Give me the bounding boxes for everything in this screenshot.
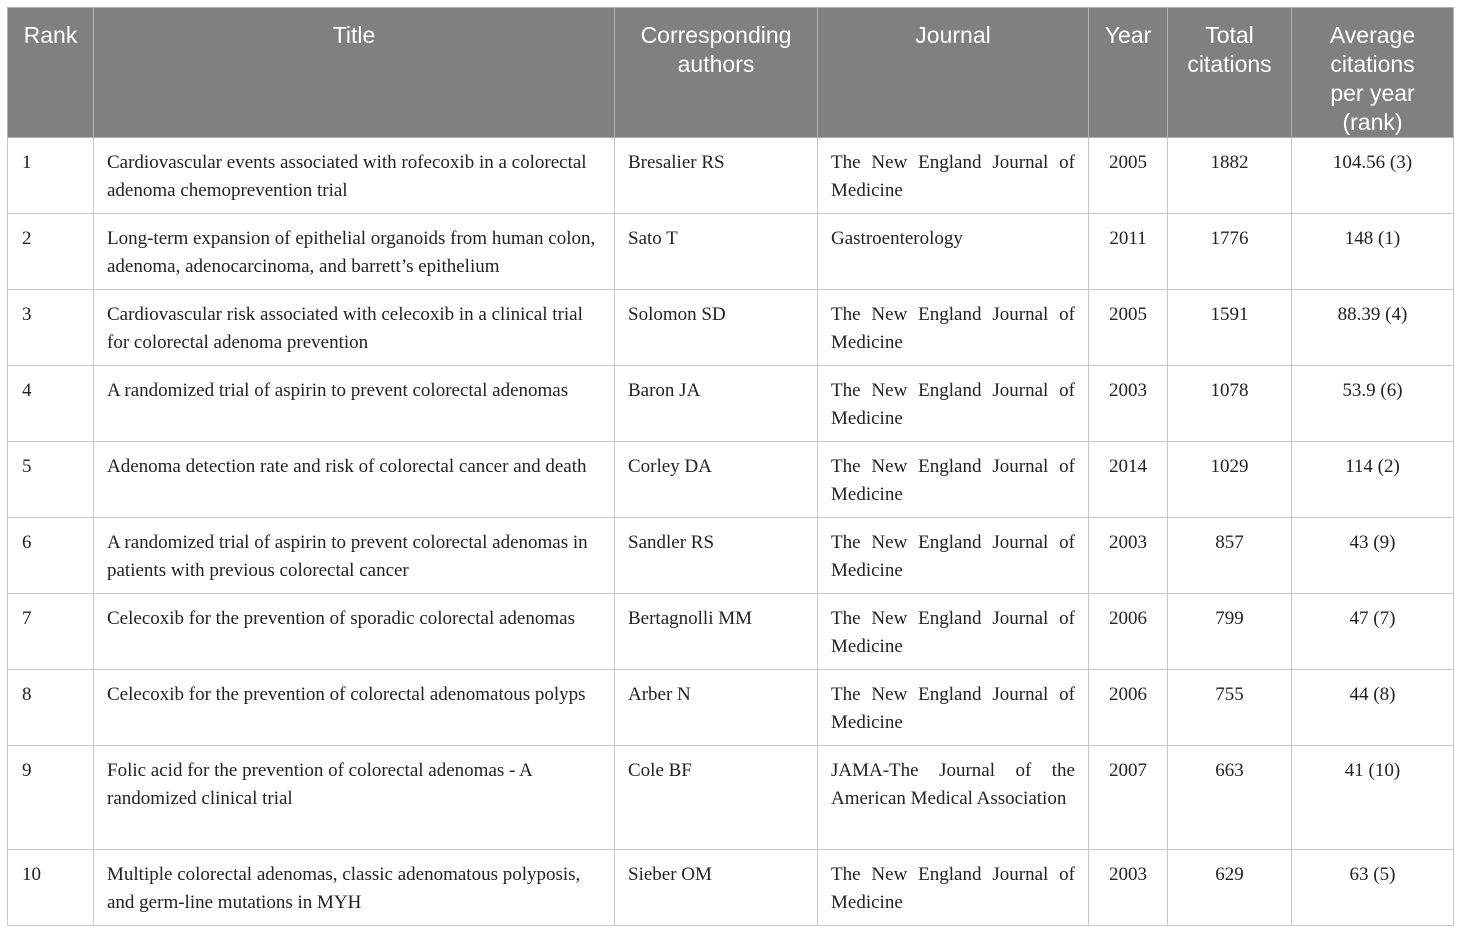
cell-title: Celecoxib for the prevention of colorectal adenomatous polyps (94, 670, 615, 746)
table-row (8, 518, 1454, 594)
cell-author: Arber N (615, 670, 818, 746)
cell-year: 2005 (1089, 290, 1168, 366)
cell-year: 2006 (1089, 670, 1168, 746)
cell-year: 2006 (1089, 594, 1168, 670)
cell-year: 2007 (1089, 746, 1168, 850)
table-row (8, 746, 1454, 850)
table-row (8, 850, 1454, 926)
cell-total-citations: 629 (1168, 850, 1292, 926)
cell-total-citations: 1078 (1168, 366, 1292, 442)
cell-total-citations: 857 (1168, 518, 1292, 594)
cell-title: A randomized trial of aspirin to prevent colorectal adenomas in patients with previous colorectal cancer (94, 518, 615, 594)
cell-title: A randomized trial of aspirin to prevent colorectal adenomas (94, 366, 615, 442)
cell-rank: 8 (8, 670, 94, 746)
cell-journal: The New England Journal of Medicine (818, 366, 1089, 442)
cell-rank: 4 (8, 366, 94, 442)
header-year (1089, 8, 1168, 138)
cell-rank: 10 (8, 850, 94, 926)
table-row (8, 594, 1454, 670)
cell-average-citations: 88.39 (4) (1292, 290, 1454, 366)
cell-average-citations: 43 (9) (1292, 518, 1454, 594)
cell-title: Multiple colorectal adenomas, classic adenomatous polyposis, and germ-line mutations in MYH (94, 850, 615, 926)
cell-total-citations: 1591 (1168, 290, 1292, 366)
header-line: Corresponding (640, 22, 792, 48)
cell-author: Sato T (615, 214, 818, 290)
header-line: (rank) (1342, 109, 1403, 135)
cell-total-citations: 663 (1168, 746, 1292, 850)
cell-average-citations: 114 (2) (1292, 442, 1454, 518)
cell-rank: 1 (8, 138, 94, 214)
cell-year: 2014 (1089, 442, 1168, 518)
header-line: Title (332, 22, 376, 48)
citation-table-container (7, 7, 1453, 926)
cell-author: Corley DA (615, 442, 818, 518)
cell-year: 2003 (1089, 518, 1168, 594)
cell-rank: 2 (8, 214, 94, 290)
cell-author: Sandler RS (615, 518, 818, 594)
cell-total-citations: 1029 (1168, 442, 1292, 518)
header-line: Average (1329, 22, 1416, 48)
cell-average-citations: 63 (5) (1292, 850, 1454, 926)
table-row (8, 366, 1454, 442)
cell-total-citations: 1882 (1168, 138, 1292, 214)
header-average-citations (1292, 8, 1454, 138)
header-title (94, 8, 615, 138)
cell-rank: 5 (8, 442, 94, 518)
top-cited-articles-table (7, 7, 1454, 926)
header-line: Journal (915, 22, 991, 48)
header-line: per year (1330, 80, 1415, 106)
cell-year: 2003 (1089, 366, 1168, 442)
table-body (8, 138, 1454, 926)
header-line: Year (1104, 22, 1152, 48)
cell-average-citations: 53.9 (6) (1292, 366, 1454, 442)
table-row (8, 670, 1454, 746)
cell-journal: The New England Journal of Medicine (818, 670, 1089, 746)
cell-author: Cole BF (615, 746, 818, 850)
header-line: citations (1330, 51, 1415, 77)
cell-total-citations: 1776 (1168, 214, 1292, 290)
cell-journal: JAMA-The Journal of the American Medical Association (818, 746, 1089, 850)
cell-author: Bresalier RS (615, 138, 818, 214)
table-row (8, 442, 1454, 518)
header-journal (818, 8, 1089, 138)
table-header (8, 8, 1454, 138)
cell-journal: The New England Journal of Medicine (818, 290, 1089, 366)
table-row (8, 214, 1454, 290)
header-line: Rank (23, 22, 78, 48)
header-line: Total (1205, 22, 1254, 48)
cell-year: 2011 (1089, 214, 1168, 290)
cell-journal: Gastroenterology (818, 214, 1089, 290)
cell-title: Celecoxib for the prevention of sporadic colorectal adenomas (94, 594, 615, 670)
header-rank (8, 8, 94, 138)
cell-average-citations: 47 (7) (1292, 594, 1454, 670)
cell-year: 2003 (1089, 850, 1168, 926)
cell-journal: The New England Journal of Medicine (818, 518, 1089, 594)
cell-title: Long-term expansion of epithelial organoids from human colon, adenoma, adenocarcinoma, and barrett’s epithelium (94, 214, 615, 290)
cell-total-citations: 755 (1168, 670, 1292, 746)
header-line: authors (677, 51, 755, 77)
cell-author: Baron JA (615, 366, 818, 442)
header-row (8, 8, 1454, 138)
cell-year: 2005 (1089, 138, 1168, 214)
cell-journal: The New England Journal of Medicine (818, 138, 1089, 214)
cell-average-citations: 44 (8) (1292, 670, 1454, 746)
cell-journal: The New England Journal of Medicine (818, 850, 1089, 926)
cell-title: Cardiovascular risk associated with celecoxib in a clinical trial for colorectal adenoma prevention (94, 290, 615, 366)
cell-average-citations: 41 (10) (1292, 746, 1454, 850)
cell-total-citations: 799 (1168, 594, 1292, 670)
cell-rank: 7 (8, 594, 94, 670)
cell-average-citations: 148 (1) (1292, 214, 1454, 290)
cell-title: Adenoma detection rate and risk of colorectal cancer and death (94, 442, 615, 518)
header-line: citations (1187, 51, 1272, 77)
cell-journal: The New England Journal of Medicine (818, 442, 1089, 518)
cell-average-citations: 104.56 (3) (1292, 138, 1454, 214)
cell-rank: 6 (8, 518, 94, 594)
table-row (8, 290, 1454, 366)
table-row (8, 138, 1454, 214)
cell-journal: The New England Journal of Medicine (818, 594, 1089, 670)
cell-author: Bertagnolli MM (615, 594, 818, 670)
cell-rank: 9 (8, 746, 94, 850)
cell-author: Solomon SD (615, 290, 818, 366)
header-corresponding-authors (615, 8, 818, 138)
cell-author: Sieber OM (615, 850, 818, 926)
cell-title: Folic acid for the prevention of colorectal adenomas - A randomized clinical trial (94, 746, 615, 850)
header-total-citations (1168, 8, 1292, 138)
cell-rank: 3 (8, 290, 94, 366)
cell-title: Cardiovascular events associated with rofecoxib in a colorectal adenoma chemoprevention trial (94, 138, 615, 214)
